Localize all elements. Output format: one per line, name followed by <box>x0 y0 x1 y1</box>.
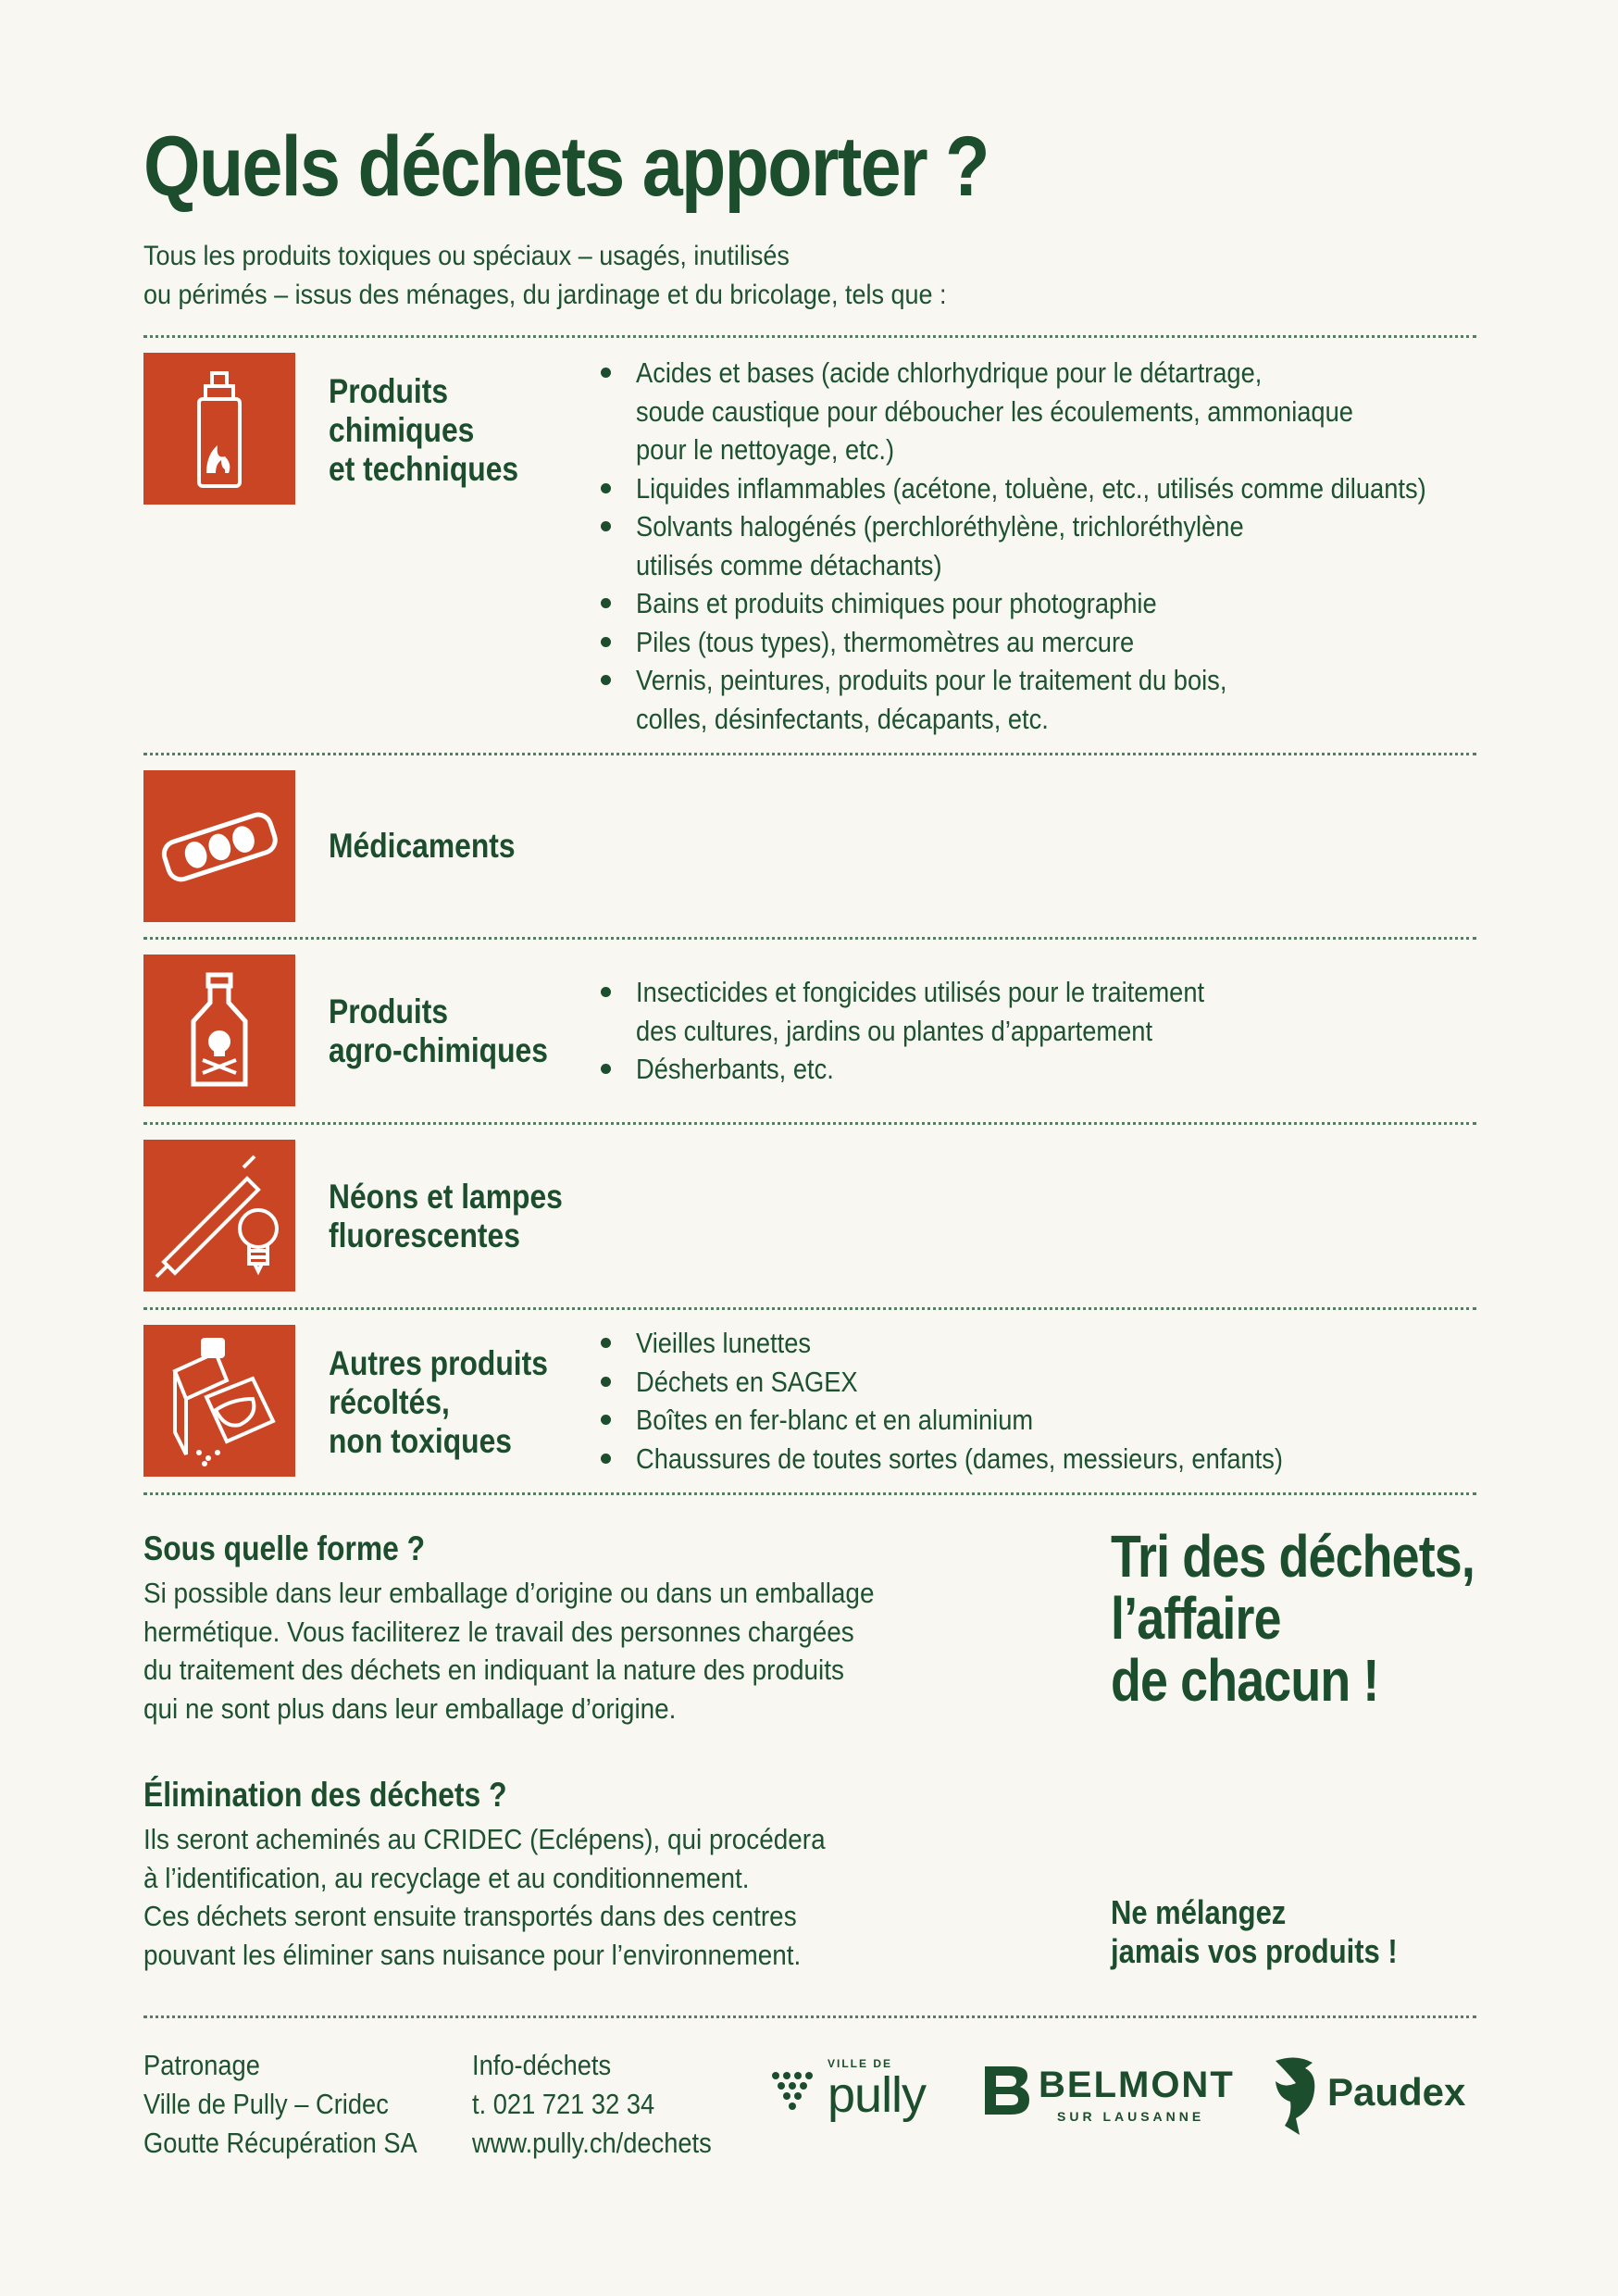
list-item-line: Déchets en SAGEX <box>636 1365 858 1398</box>
text-line: qui ne sont plus dans leur emballage d’origine. <box>143 1691 677 1725</box>
category-title-line: Médicaments <box>329 827 516 865</box>
list-item-line: Liquides inflammables (acétone, toluène, etc., utilisés comme diluants) <box>636 471 1426 505</box>
warning-text <box>1111 1893 1444 1971</box>
text-line: Si possible dans leur emballage d’origine ou dans un emballage <box>143 1577 875 1609</box>
neon-tube-bulb-icon <box>143 1140 295 1292</box>
footer-line: Ville de Pully – Cridec <box>143 2088 389 2120</box>
category-title-line: Produits <box>329 372 449 410</box>
category-title <box>329 1178 601 1255</box>
dotted-divider <box>143 753 1476 755</box>
list-item <box>597 1324 1371 1363</box>
dotted-divider <box>143 335 1476 338</box>
pully-logo-small: VILLE DE <box>828 2057 893 2070</box>
category-title-line: agro-chimiques <box>329 1031 548 1069</box>
list-item-line: Solvants halogénés (perchloréthylène, trichloréthylène <box>636 510 1244 543</box>
warning-line: Ne mélangez <box>1111 1893 1287 1931</box>
belmont-logo <box>981 2057 1240 2131</box>
text-line: Ils seront acheminés au CRIDEC (Eclépens), qui procédera <box>143 1823 826 1855</box>
list-item <box>597 354 1534 469</box>
list-item-line: Vernis, peintures, produits pour le traitement du bois, <box>636 664 1227 696</box>
intro-line: ou périmés – issus des ménages, du jardinage et du bricolage, tels que : <box>143 280 947 310</box>
page <box>143 0 1476 2296</box>
dotted-divider <box>143 1492 1476 1495</box>
list-item <box>597 584 1534 623</box>
slogan-line: Tri des déchets, <box>1111 1523 1475 1590</box>
pully-logo <box>768 2057 953 2131</box>
list-item-line: Piles (tous types), thermomètres au mercure <box>636 625 1135 658</box>
footer-info <box>472 2046 744 2163</box>
slogan-line: de chacun ! <box>1111 1647 1379 1714</box>
belmont-logo-sub: SUR LAUSANNE <box>1057 2109 1205 2124</box>
elimination-heading <box>143 1776 566 1815</box>
text-line: Ces déchets seront ensuite transportés dans des centres <box>143 1900 797 1932</box>
intro-line: Tous les produits toxiques ou spéciaux – usagés, inutilisés <box>143 241 790 271</box>
category-title <box>329 827 545 866</box>
list-item <box>597 1363 1371 1402</box>
dotted-divider <box>143 1307 1476 1310</box>
list-item <box>597 1401 1371 1440</box>
category-item-list <box>597 354 1534 738</box>
list-item-line: Désherbants, etc. <box>636 1053 834 1085</box>
list-item-line: utilisés comme détachants) <box>636 548 942 581</box>
list-item-line: Acides et bases (acide chlorhydrique pour le détartrage, <box>636 356 1263 389</box>
dotted-divider <box>143 937 1476 940</box>
list-item <box>597 507 1534 584</box>
poison-bottle-icon <box>143 955 295 1106</box>
list-item <box>597 661 1534 738</box>
paudex-logo-name: Paudex <box>1327 2070 1466 2114</box>
list-item-line: pour le nettoyage, etc.) <box>636 433 895 466</box>
list-item-line: soude caustique pour déboucher les écoulements, ammoniaque <box>636 394 1353 428</box>
category-title-line: non toxiques <box>329 1422 513 1460</box>
text-line: à l’identification, au recyclage et au conditionnement. <box>143 1861 750 1894</box>
pully-logo-name: pully <box>828 2067 927 2123</box>
belmont-logo-name: BELMONT <box>1039 2065 1235 2105</box>
text-line: pouvant les éliminer sans nuisance pour l’environnement. <box>143 1938 802 1971</box>
list-item-line: Chaussures de toutes sortes (dames, messieurs, enfants) <box>636 1441 1283 1475</box>
category-item-list <box>597 1324 1371 1478</box>
slogan-line: l’affaire <box>1111 1585 1281 1652</box>
page-title: Quels déchets apporter ? <box>143 119 989 214</box>
list-item-line: des cultures, jardins ou plantes d’appartement <box>636 1014 1153 1047</box>
footer-line: Patronage <box>143 2049 260 2081</box>
grape-icon <box>768 2066 824 2122</box>
category-title <box>329 992 584 1070</box>
category-title-line: récoltés, <box>329 1383 450 1421</box>
text-line: du traitement des déchets en indiquant la nature des produits <box>143 1653 844 1686</box>
cans-glasses-icon <box>143 1325 295 1477</box>
category-title-line: Autres produits <box>329 1344 548 1382</box>
spray-can-flame-icon <box>143 353 295 505</box>
footer-line: t. 021 721 32 34 <box>472 2088 655 2120</box>
category-title-line: chimiques <box>329 411 475 449</box>
belmont-b-icon <box>981 2063 1033 2118</box>
footer-line: Goutte Récupération SA <box>143 2127 417 2159</box>
category-title <box>329 372 550 489</box>
list-item <box>597 623 1534 662</box>
list-item <box>597 973 1282 1050</box>
list-item-line: colles, désinfectants, décapants, etc. <box>636 702 1049 735</box>
category-title-line: et techniques <box>329 450 519 488</box>
list-item-line: Insecticides et fongicides utilisés pour le traitement <box>636 976 1205 1008</box>
forme-heading-text: Sous quelle forme ? <box>143 1529 426 1567</box>
list-item <box>597 469 1534 508</box>
slogan <box>1111 1523 1544 1714</box>
elimination-text <box>143 1820 901 1974</box>
text-line: hermétique. Vous faciliterez le travail des personnes chargées <box>143 1615 854 1648</box>
category-title <box>329 1344 583 1461</box>
paudex-logo <box>1268 2057 1481 2140</box>
list-item <box>597 1440 1371 1479</box>
list-item-line: Bains et produits chimiques pour photographie <box>636 587 1157 619</box>
intro-text <box>143 237 1036 315</box>
category-item-list <box>597 973 1282 1089</box>
category-title-line: Produits <box>329 992 449 1030</box>
list-item <box>597 1050 1282 1089</box>
list-item-line: Boîtes en fer-blanc et en aluminium <box>636 1404 1034 1436</box>
elimination-heading-text: Élimination des déchets ? <box>143 1776 507 1814</box>
dotted-divider <box>143 1122 1476 1125</box>
pill-blister-icon <box>143 770 295 922</box>
footer-line: www.pully.ch/dechets <box>472 2127 712 2159</box>
category-title-line: Néons et lampes <box>329 1178 563 1216</box>
footer-patronage <box>143 2046 454 2163</box>
warning-line: jamais vos produits ! <box>1111 1932 1398 1970</box>
forme-text <box>143 1574 955 1728</box>
paudex-emblem-icon <box>1268 2053 1324 2139</box>
footer-line: Info-déchets <box>472 2049 612 2081</box>
category-title-line: fluorescentes <box>329 1217 520 1254</box>
dotted-divider <box>143 2015 1476 2018</box>
list-item-line: Vieilles lunettes <box>636 1327 812 1359</box>
forme-heading <box>143 1529 471 1568</box>
